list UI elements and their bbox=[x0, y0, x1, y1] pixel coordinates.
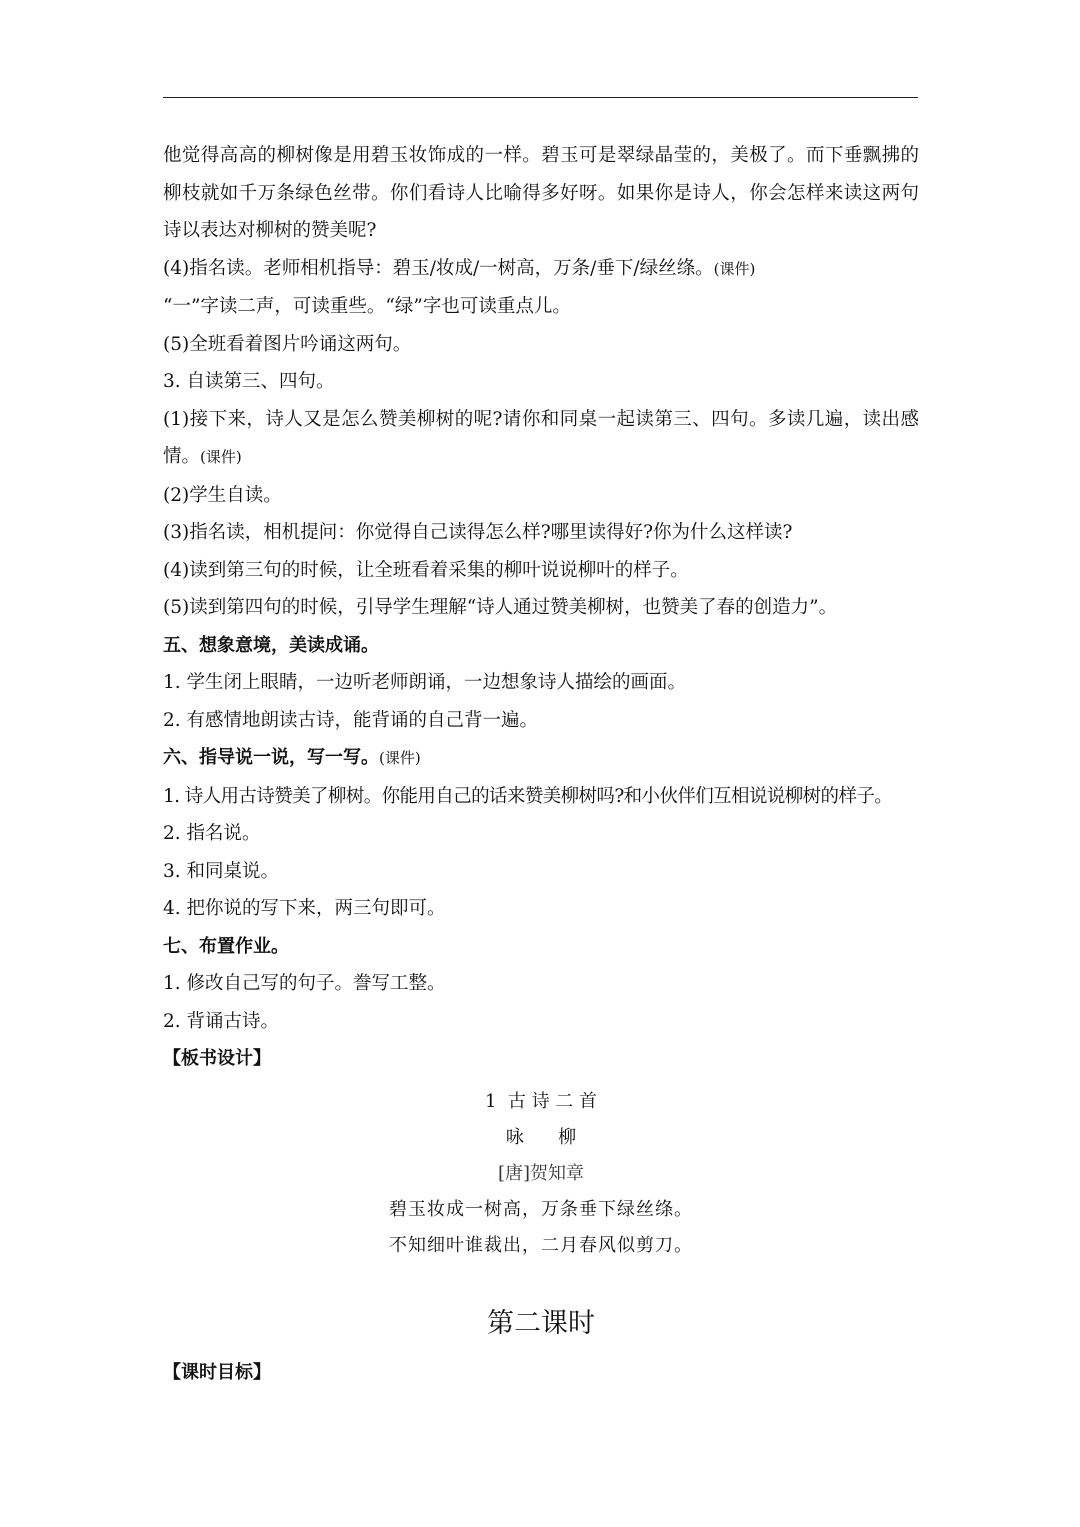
paragraph: “一”字读二声，可读重些。“绿”字也可读重点儿。 bbox=[163, 296, 571, 317]
section-heading-5: 五、想象意境，美读成诵。 bbox=[163, 634, 379, 656]
paragraph bbox=[163, 250, 919, 289]
courseware-note: (课件) bbox=[200, 448, 242, 466]
poem-title: 咏 柳 bbox=[505, 1126, 577, 1148]
paragraph: 3. 和同桌说。 bbox=[163, 860, 280, 882]
poem-line: 碧玉妆成一树高，万条垂下绿丝绦。 bbox=[389, 1198, 693, 1220]
paragraph: 4. 把你说的写下来，两三句即可。 bbox=[163, 898, 446, 919]
poem-author: [唐]贺知章 bbox=[497, 1162, 585, 1184]
lesson-title: 第二课时 bbox=[487, 1307, 595, 1339]
paragraph: 2. 有感情地朗读古诗，能背诵的自己背一遍。 bbox=[163, 709, 539, 731]
paragraph: (3)指名读，相机提问：你觉得自己读得怎么样?哪里读得好?你为什么这样读? bbox=[163, 522, 793, 543]
heading-text: 六、指导说一说，写一写。 bbox=[163, 747, 379, 768]
lesson-goals-heading: 【课时目标】 bbox=[163, 1361, 271, 1383]
courseware-note: (课件) bbox=[379, 749, 421, 767]
board-design bbox=[163, 1084, 919, 1264]
paragraph-text: (4)指名读。老师相机指导：碧玉/妆成/一树高，万条/垂下/绿丝绦。 bbox=[163, 257, 714, 279]
board-design-heading: 【板书设计】 bbox=[163, 1048, 271, 1069]
poem-line: 不知细叶谁裁出，二月春风似剪刀。 bbox=[389, 1234, 693, 1256]
paragraph: 3. 自读第三、四句。 bbox=[163, 371, 335, 392]
board-title: 1 古 诗 二 首 bbox=[484, 1090, 598, 1112]
paragraph: (5)读到第四句的时候，引导学生理解“诗人通过赞美柳树，也赞美了春的创造力”。 bbox=[163, 597, 838, 618]
paragraph: 2. 背诵古诗。 bbox=[163, 1010, 280, 1032]
section-heading-7: 七、布置作业。 bbox=[163, 935, 289, 957]
paragraph: 他觉得高高的柳树像是用碧玉妆饰成的一样。碧玉可是翠绿晶莹的，美极了。而下垂飘拂的柳枝就如千万条绿色丝带。你们看诗人比喻得多好呀。如果你是诗人，你会怎样来读这两句诗以表达对柳树的赞美呢? bbox=[163, 145, 919, 241]
paragraph bbox=[163, 401, 919, 477]
document-body bbox=[163, 137, 919, 1391]
paragraph: (2)学生自读。 bbox=[163, 484, 282, 506]
paragraph: 1. 学生闭上眼睛，一边听老师朗诵，一边想象诗人描绘的画面。 bbox=[163, 672, 687, 693]
paragraph-text: (1)接下来，诗人又是怎么赞美柳树的呢?请你和同桌一起读第三、四句。多读几遍，读出感情。 bbox=[163, 408, 919, 467]
courseware-note: (课件) bbox=[713, 259, 756, 278]
paragraph: 1. 修改自己写的句子。誊写工整。 bbox=[163, 973, 446, 994]
paragraph: 2. 指名说。 bbox=[163, 823, 261, 844]
paragraph: 1. 诗人用古诗赞美了柳树。你能用自己的话来赞美柳树吗?和小伙伴们互相说说柳树的样子。 bbox=[163, 785, 893, 807]
section-heading-6 bbox=[163, 739, 919, 778]
paragraph: (4)读到第三句的时候，让全班看着采集的柳叶说说柳叶的样子。 bbox=[163, 559, 689, 581]
header-rule bbox=[163, 97, 918, 98]
paragraph: (5)全班看着图片吟诵这两句。 bbox=[163, 333, 412, 355]
